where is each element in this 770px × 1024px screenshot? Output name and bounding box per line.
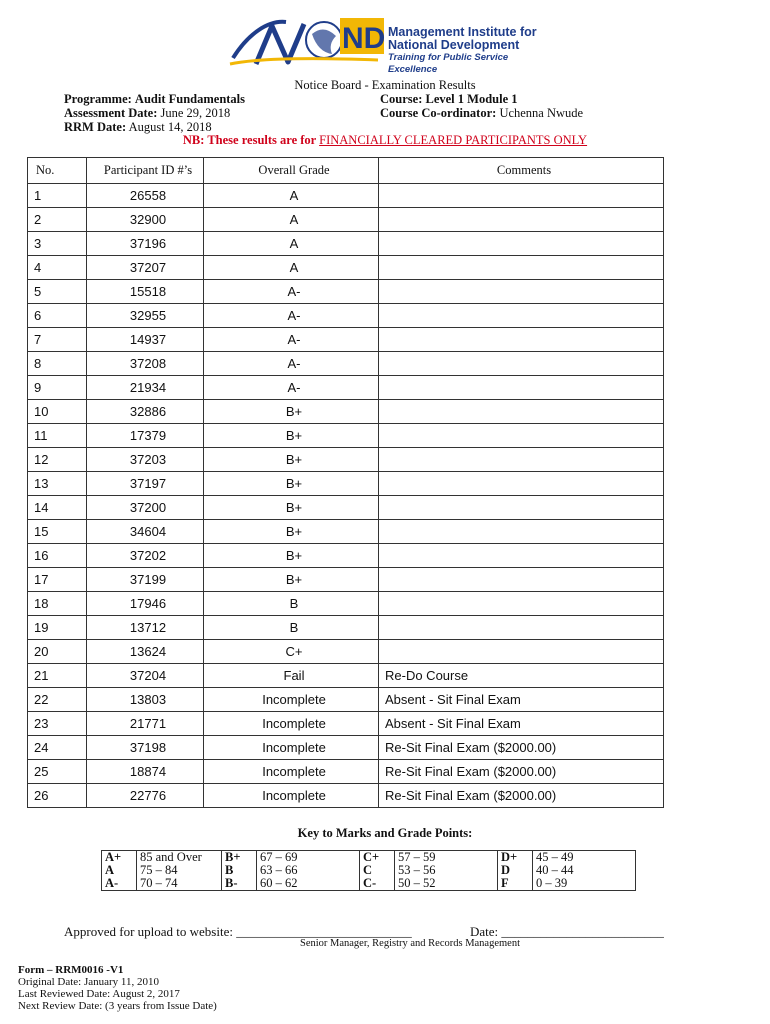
rrm-label: RRM Date: <box>64 120 127 134</box>
cell-grade: Fail <box>204 664 379 688</box>
cell-participant-id: 37199 <box>87 568 204 592</box>
cell-comment <box>379 640 664 664</box>
col-header-no: No. <box>28 158 87 184</box>
table-row <box>28 280 664 304</box>
cell-participant-id: 34604 <box>87 520 204 544</box>
cell-grade: A- <box>204 352 379 376</box>
cell-comment <box>379 544 664 568</box>
cell-no: 25 <box>28 760 87 784</box>
table-header-row <box>28 158 664 184</box>
cell-participant-id: 13803 <box>87 688 204 712</box>
cell-participant-id: 26558 <box>87 184 204 208</box>
cell-grade: A <box>204 232 379 256</box>
cell-no: 9 <box>28 376 87 400</box>
cell-no: 14 <box>28 496 87 520</box>
key-grade: B- <box>222 877 257 891</box>
form-last-reviewed: Last Reviewed Date: August 2, 2017 <box>18 988 180 1000</box>
key-grade: C- <box>360 877 395 891</box>
cell-grade: Incomplete <box>204 784 379 808</box>
cell-no: 21 <box>28 664 87 688</box>
assessment-line <box>64 106 245 120</box>
table-row <box>28 544 664 568</box>
cell-comment <box>379 616 664 640</box>
table-row <box>28 568 664 592</box>
cell-no: 5 <box>28 280 87 304</box>
col-header-grade: Overall Grade <box>204 158 379 184</box>
cell-participant-id: 21934 <box>87 376 204 400</box>
cell-comment: Re-Sit Final Exam ($2000.00) <box>379 760 664 784</box>
cell-participant-id: 17379 <box>87 424 204 448</box>
cell-grade: A- <box>204 376 379 400</box>
cell-no: 17 <box>28 568 87 592</box>
cell-no: 4 <box>28 256 87 280</box>
organization-name <box>388 26 548 76</box>
cell-grade: A- <box>204 304 379 328</box>
table-row <box>28 640 664 664</box>
cell-comment <box>379 304 664 328</box>
key-range: 0 – 39 <box>533 877 636 891</box>
cell-participant-id: 32955 <box>87 304 204 328</box>
key-grade: D+ <box>498 851 533 865</box>
table-row <box>28 232 664 256</box>
key-range: 75 – 84 <box>137 864 222 877</box>
cell-participant-id: 18874 <box>87 760 204 784</box>
grade-key-table <box>101 850 636 891</box>
cell-no: 24 <box>28 736 87 760</box>
grade-key-body <box>102 851 636 891</box>
cell-participant-id: 21771 <box>87 712 204 736</box>
cell-comment <box>379 256 664 280</box>
cell-participant-id: 37196 <box>87 232 204 256</box>
cell-comment <box>379 496 664 520</box>
cell-no: 19 <box>28 616 87 640</box>
results-table <box>27 157 664 808</box>
cell-no: 1 <box>28 184 87 208</box>
cell-comment <box>379 184 664 208</box>
header-right <box>380 92 583 120</box>
key-title: Key to Marks and Grade Points: <box>297 826 473 840</box>
form-info <box>18 964 217 1012</box>
key-range: 57 – 59 <box>395 851 498 865</box>
grade-key-row <box>102 851 636 865</box>
nb-emphasis: FINANCIALLY CLEARED PARTICIPANTS ONLY <box>319 133 588 147</box>
cell-grade: A- <box>204 328 379 352</box>
cell-comment <box>379 592 664 616</box>
cell-grade: A- <box>204 280 379 304</box>
cell-participant-id: 37208 <box>87 352 204 376</box>
key-grade: C+ <box>360 851 395 865</box>
table-row <box>28 616 664 640</box>
cell-participant-id: 37200 <box>87 496 204 520</box>
cell-comment <box>379 352 664 376</box>
cell-comment: Re-Sit Final Exam ($2000.00) <box>379 784 664 808</box>
cell-no: 16 <box>28 544 87 568</box>
cell-participant-id: 37198 <box>87 736 204 760</box>
cell-grade: Incomplete <box>204 760 379 784</box>
signer-title: Senior Manager, Registry and Records Management <box>299 938 521 949</box>
key-grade: A <box>105 863 115 877</box>
cell-grade: B+ <box>204 496 379 520</box>
cell-participant-id: 37197 <box>87 472 204 496</box>
table-row <box>28 520 664 544</box>
header-left <box>64 92 245 134</box>
rrm-line <box>64 120 245 134</box>
cell-grade: B+ <box>204 544 379 568</box>
cell-no: 11 <box>28 424 87 448</box>
table-row <box>28 472 664 496</box>
cell-participant-id: 37202 <box>87 544 204 568</box>
key-grade: B <box>222 864 257 877</box>
key-grade: A- <box>105 876 119 890</box>
course-label: Course: <box>380 92 423 106</box>
table-row <box>28 304 664 328</box>
key-range: 70 – 74 <box>137 877 222 891</box>
coordinator-value: Uchenna Nwude <box>499 106 584 120</box>
cell-comment <box>379 472 664 496</box>
col-header-participant-id: Participant ID #’s <box>87 158 204 184</box>
cell-participant-id: 17946 <box>87 592 204 616</box>
cell-grade: B <box>204 592 379 616</box>
nb-prefix: NB: These results are for <box>182 133 316 147</box>
cell-no: 23 <box>28 712 87 736</box>
cell-comment <box>379 448 664 472</box>
col-header-comments: Comments <box>379 158 664 184</box>
form-original-date: Original Date: January 11, 2010 <box>18 976 160 988</box>
key-grade: F <box>498 877 533 891</box>
cell-grade: B+ <box>204 400 379 424</box>
cell-participant-id: 37204 <box>87 664 204 688</box>
table-row <box>28 208 664 232</box>
cell-comment <box>379 376 664 400</box>
cell-comment: Absent - Sit Final Exam <box>379 688 664 712</box>
cell-no: 2 <box>28 208 87 232</box>
page-title: Notice Board - Examination Results <box>294 78 476 92</box>
form-code: Form – RRM0016 -V1 <box>18 964 124 976</box>
table-row <box>28 760 664 784</box>
coordinator-line <box>380 106 583 120</box>
cell-grade: Incomplete <box>204 688 379 712</box>
cell-participant-id: 22776 <box>87 784 204 808</box>
coordinator-label: Course Co-ordinator: <box>380 106 497 120</box>
key-range: 45 – 49 <box>533 851 636 865</box>
svg-text:ND: ND <box>342 22 386 55</box>
programme-value: Audit Fundamentals <box>134 92 246 106</box>
key-range: 63 – 66 <box>257 864 360 877</box>
cell-comment <box>379 424 664 448</box>
table-row <box>28 712 664 736</box>
cell-no: 12 <box>28 448 87 472</box>
nb-notice <box>0 133 770 148</box>
cell-grade: A <box>204 184 379 208</box>
table-row <box>28 784 664 808</box>
cell-comment: Re-Sit Final Exam ($2000.00) <box>379 736 664 760</box>
cell-no: 3 <box>28 232 87 256</box>
cell-participant-id: 15518 <box>87 280 204 304</box>
cell-comment <box>379 280 664 304</box>
approval-date-line: Date: _________________________ <box>470 924 664 939</box>
mind-logo-mark <box>228 14 388 70</box>
assessment-value: June 29, 2018 <box>160 106 231 120</box>
key-range: 67 – 69 <box>257 851 360 865</box>
key-range: 50 – 52 <box>395 877 498 891</box>
org-name-line1: Management Institute for <box>388 25 537 39</box>
cell-participant-id: 14937 <box>87 328 204 352</box>
table-row <box>28 376 664 400</box>
programme-label: Programme: <box>64 92 132 106</box>
cell-no: 10 <box>28 400 87 424</box>
cell-grade: A <box>204 256 379 280</box>
cell-no: 18 <box>28 592 87 616</box>
cell-comment: Re-Do Course <box>379 664 664 688</box>
course-line <box>380 92 583 106</box>
cell-grade: B+ <box>204 520 379 544</box>
approved-line: Approved for upload to website: ___________________________ <box>64 924 412 939</box>
cell-grade: B <box>204 616 379 640</box>
table-row <box>28 352 664 376</box>
mind-logo <box>228 14 548 75</box>
cell-comment <box>379 568 664 592</box>
cell-grade: B+ <box>204 568 379 592</box>
cell-participant-id: 13712 <box>87 616 204 640</box>
cell-comment <box>379 400 664 424</box>
cell-grade: A <box>204 208 379 232</box>
key-range: 85 and Over <box>137 851 222 865</box>
cell-participant-id: 13624 <box>87 640 204 664</box>
results-body <box>28 184 664 808</box>
cell-participant-id: 32900 <box>87 208 204 232</box>
form-next-review: Next Review Date: (3 years from Issue Date) <box>18 1000 217 1012</box>
cell-comment <box>379 520 664 544</box>
key-grade: B+ <box>222 851 257 865</box>
cell-comment <box>379 208 664 232</box>
table-row <box>28 424 664 448</box>
cell-comment: Absent - Sit Final Exam <box>379 712 664 736</box>
cell-no: 6 <box>28 304 87 328</box>
cell-grade: Incomplete <box>204 712 379 736</box>
cell-participant-id: 37203 <box>87 448 204 472</box>
org-tagline: Training for Public Service Excellence <box>388 52 509 75</box>
cell-no: 15 <box>28 520 87 544</box>
grade-key-row <box>102 877 636 891</box>
org-name-line2: National Development <box>388 38 520 52</box>
cell-grade: B+ <box>204 448 379 472</box>
key-grade: C <box>360 864 395 877</box>
cell-no: 26 <box>28 784 87 808</box>
cell-grade: B+ <box>204 472 379 496</box>
assessment-label: Assessment Date: <box>64 106 158 120</box>
cell-comment <box>379 328 664 352</box>
cell-no: 7 <box>28 328 87 352</box>
cell-grade: B+ <box>204 424 379 448</box>
table-row <box>28 328 664 352</box>
cell-no: 22 <box>28 688 87 712</box>
table-row <box>28 664 664 688</box>
key-range: 60 – 62 <box>257 877 360 891</box>
cell-comment <box>379 232 664 256</box>
table-row <box>28 400 664 424</box>
table-row <box>28 448 664 472</box>
programme-line <box>64 92 245 106</box>
cell-grade: C+ <box>204 640 379 664</box>
key-grade: A+ <box>105 850 122 864</box>
table-row <box>28 496 664 520</box>
table-row <box>28 688 664 712</box>
key-range: 40 – 44 <box>533 864 636 877</box>
cell-grade: Incomplete <box>204 736 379 760</box>
rrm-value: August 14, 2018 <box>128 120 212 134</box>
key-grade: D <box>498 864 533 877</box>
table-row <box>28 592 664 616</box>
cell-participant-id: 37207 <box>87 256 204 280</box>
table-row <box>28 256 664 280</box>
table-row <box>28 736 664 760</box>
cell-no: 20 <box>28 640 87 664</box>
key-range: 53 – 56 <box>395 864 498 877</box>
table-row <box>28 184 664 208</box>
cell-no: 13 <box>28 472 87 496</box>
course-value: Level 1 Module 1 <box>425 92 518 106</box>
cell-participant-id: 32886 <box>87 400 204 424</box>
cell-no: 8 <box>28 352 87 376</box>
